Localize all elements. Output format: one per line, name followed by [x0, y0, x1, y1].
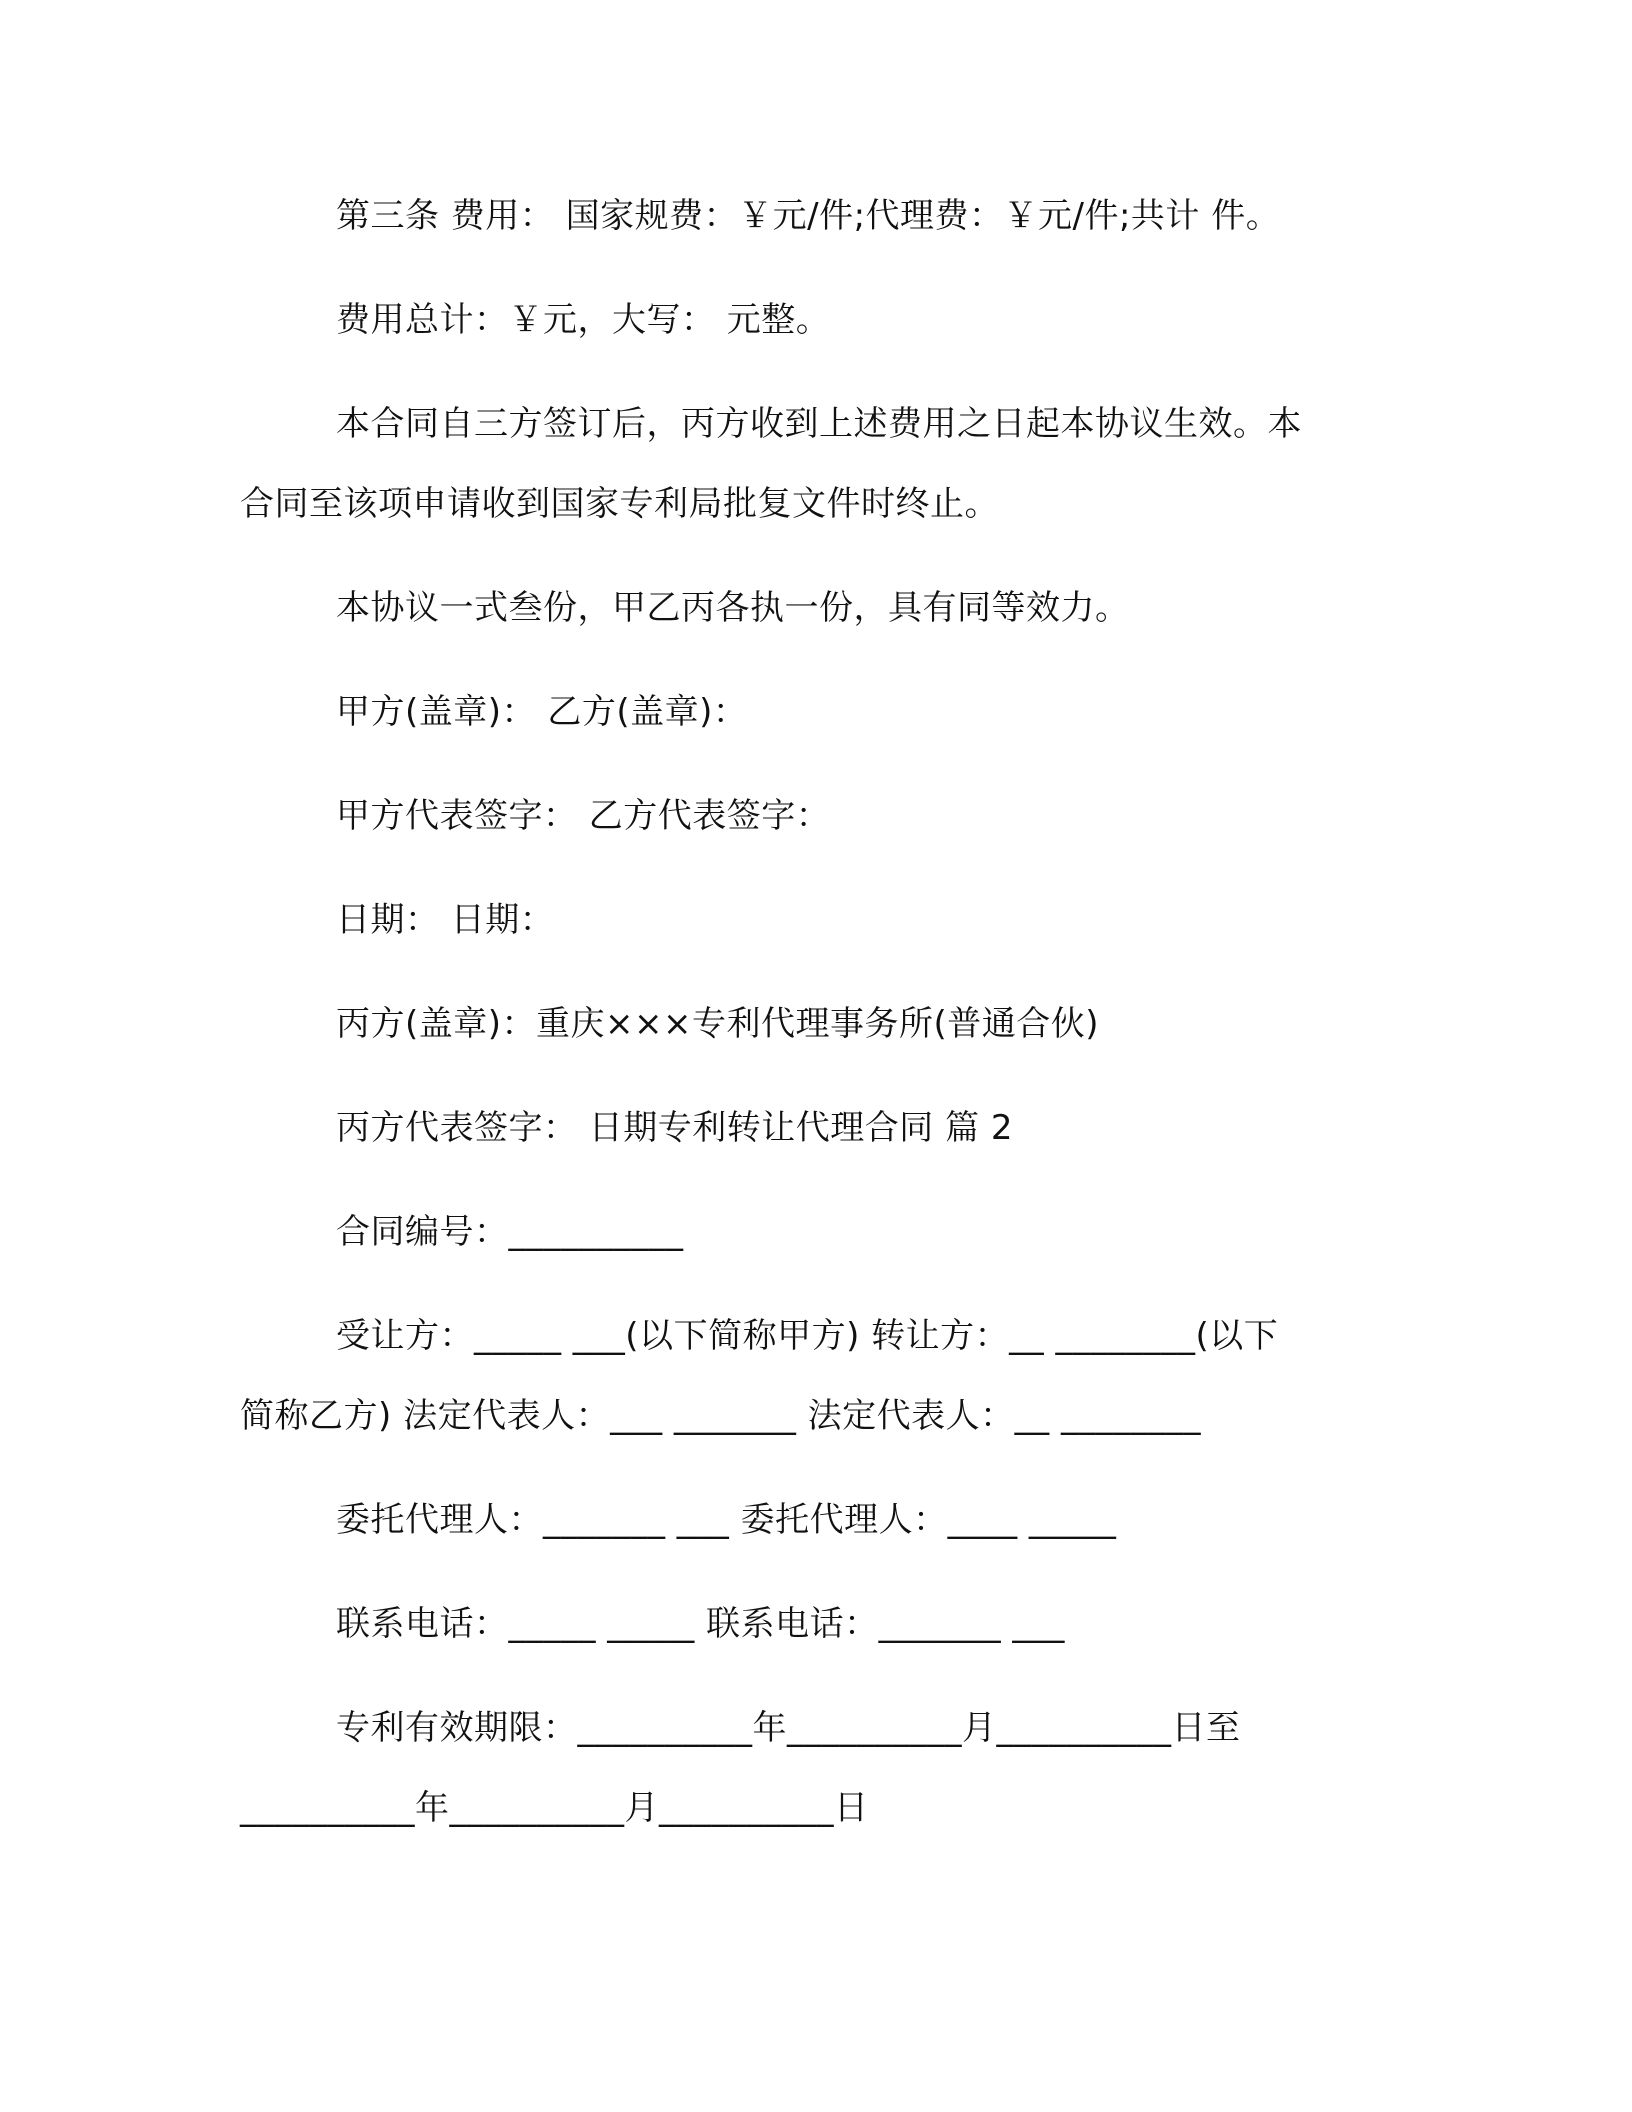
text-line: 本协议一式叁份，甲乙丙各执一份，具有同等效力。 — [336, 588, 1130, 628]
contract-effective-term — [240, 384, 1390, 544]
party-c-signature-and-heading — [240, 1088, 1390, 1168]
signing-dates — [240, 880, 1390, 960]
text-line: 日期： 日期： — [336, 900, 555, 940]
party-c-seal — [240, 984, 1390, 1064]
copies-clause — [240, 568, 1390, 648]
text-line: 合同编号：__________ — [336, 1212, 684, 1252]
text-line: 合同至该项申请收到国家专利局批复文件时终止。 — [240, 484, 999, 524]
text-line: 委托代理人：_______ ___ 委托代理人：____ _____ — [336, 1500, 1117, 1540]
patent-validity-period — [240, 1688, 1390, 1848]
parties-info — [240, 1296, 1390, 1456]
text-line: 丙方代表签字： 日期专利转让代理合同 篇 2 — [336, 1108, 1014, 1148]
clause-three-fees — [240, 176, 1390, 256]
text-line: 甲方代表签字： 乙方代表签字： — [336, 796, 831, 836]
text-line: 联系电话：_____ _____ 联系电话：_______ ___ — [336, 1604, 1065, 1644]
text-line: 专利有效期限：__________年__________月__________日至 — [336, 1708, 1241, 1748]
text-line: 简称乙方) 法定代表人：___ _______ 法定代表人：__ ________ — [240, 1396, 1201, 1436]
fee-total — [240, 280, 1390, 360]
entrusted-agents — [240, 1480, 1390, 1560]
text-line: 受让方：_____ ___(以下简称甲方) 转让方：__ ________(以下 — [336, 1316, 1279, 1356]
text-line: 费用总计：￥元，大写： 元整。 — [336, 300, 831, 340]
party-seals — [240, 672, 1390, 752]
text-line: 第三条 费用： 国家规费：￥元/件;代理费：￥元/件;共计 件。 — [336, 196, 1281, 236]
contact-phones — [240, 1584, 1390, 1664]
text-line: 丙方(盖章)：重庆×××专利代理事务所(普通合伙) — [336, 1004, 1100, 1044]
text-line: 甲方(盖章)： 乙方(盖章)： — [336, 692, 748, 732]
contract-number — [240, 1192, 1390, 1272]
text-line: __________年__________月__________日 — [240, 1788, 869, 1828]
text-line: 本合同自三方签订后，丙方收到上述费用之日起本协议生效。本 — [336, 404, 1302, 444]
party-representative-signatures — [240, 776, 1390, 856]
